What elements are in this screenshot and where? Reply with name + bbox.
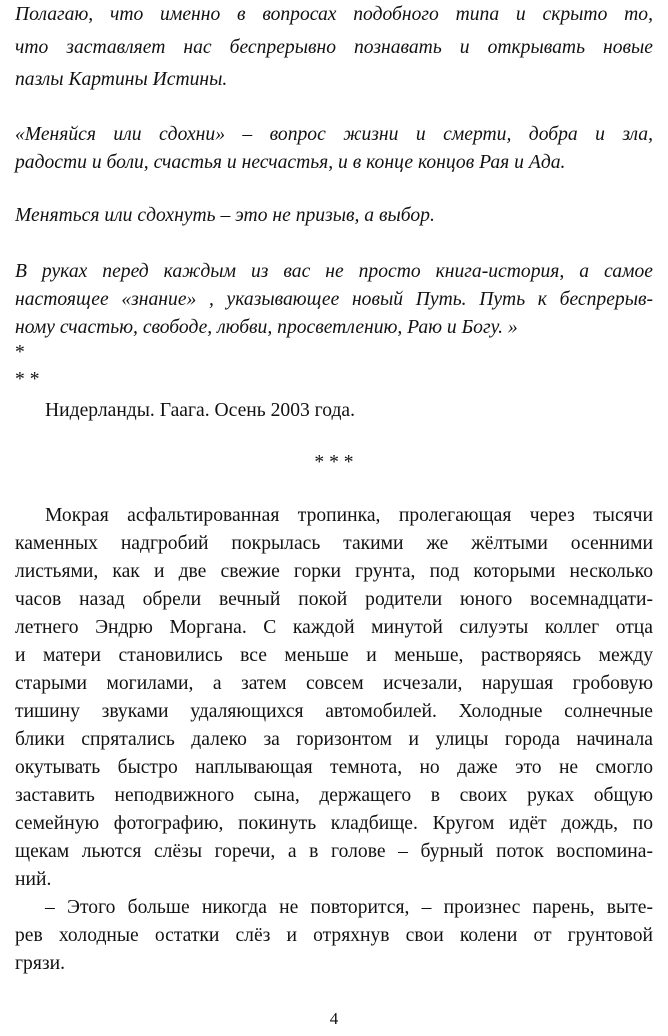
quote-p4-line-1: В руках перед каждым из вас не просто книга-история, а самое [15,261,653,282]
section-separator: * * * [314,452,354,473]
star-mark-single: * [15,342,25,363]
body-p1-line-4: часов назад обрели вечный покой родители юного восемнадцати- [15,589,653,610]
body-p2-line-3: грязи. [15,953,65,974]
page-number: 4 [329,1009,339,1028]
body-p1-line-1: Мокрая асфальтированная тропинка, пролегающая через тысячи [45,505,653,526]
body-p2-line-1: – Этого больше никогда не повторится, – произнес парень, выте- [45,897,653,918]
quote-p1-line-1: Полагаю, что именно в вопросах подобного типа и скрыто то, [15,4,653,25]
quote-p2-line-1: «Меняйся или сдохни» – вопрос жизни и смерти, добра и зла, [15,124,653,145]
body-p1-line-13: щекам льются слёзы горечи, а в голове – бурный поток воспомина- [15,841,653,862]
quote-p4-line-2: настоящее «знание» , указывающее новый Путь. Путь к беспрерыв- [15,289,653,310]
body-p1-line-12: семейную фотографию, покинуть кладбище. Кругом идёт дождь, по [15,813,653,834]
body-p1-line-10: окутывать быстро наплывающая темнота, но даже это не смогло [15,757,653,778]
quote-p3-line-1: Меняться или сдохнуть – это не призыв, а выбор. [15,205,435,226]
body-p2-line-2: рев холодные остатки слёз и отряхнув свои колени от грунтовой [15,925,653,946]
quote-p1-line-2: что заставляет нас беспрерывно познавать и открывать новые [15,37,653,58]
body-p1-line-3: листьями, как и две свежие горки грунта, под которыми несколько [15,561,653,582]
body-p1-line-9: блики спрятались далеко за горизонтом и улицы города начинала [15,729,653,750]
body-p1-line-8: тишину звуками удаляющихся автомобилей. Холодные солнечные [15,701,653,722]
star-mark-double: * * [15,369,40,390]
quote-p2-line-2: радости и боли, счастья и несчастья, и в конце концов Рая и Ада. [15,152,566,173]
body-p1-line-6: и матери становились все меньше и меньше, растворяясь между [15,645,653,666]
body-p1-line-14: ний. [15,869,52,890]
body-p1-line-2: каменных надгробий покрылась такими же жёлтыми осенними [15,533,653,554]
body-p1-line-7: старыми могилами, а затем совсем исчезали, нарушая гробовую [15,673,653,694]
body-p1-line-5: летнего Эндрю Моргана. С каждой минутой силуэты коллег отца [15,617,653,638]
book-page [15,0,653,1036]
dateline: Нидерланды. Гаага. Осень 2003 года. [45,400,356,421]
quote-p1-line-3: пазлы Картины Истины. [15,69,228,90]
quote-p4-line-3: ному счастью, свободе, любви, просветлению, Раю и Богу. » [15,317,518,338]
body-p1-line-11: заставить неподвижного сына, держащего в своих руках общую [15,785,653,806]
